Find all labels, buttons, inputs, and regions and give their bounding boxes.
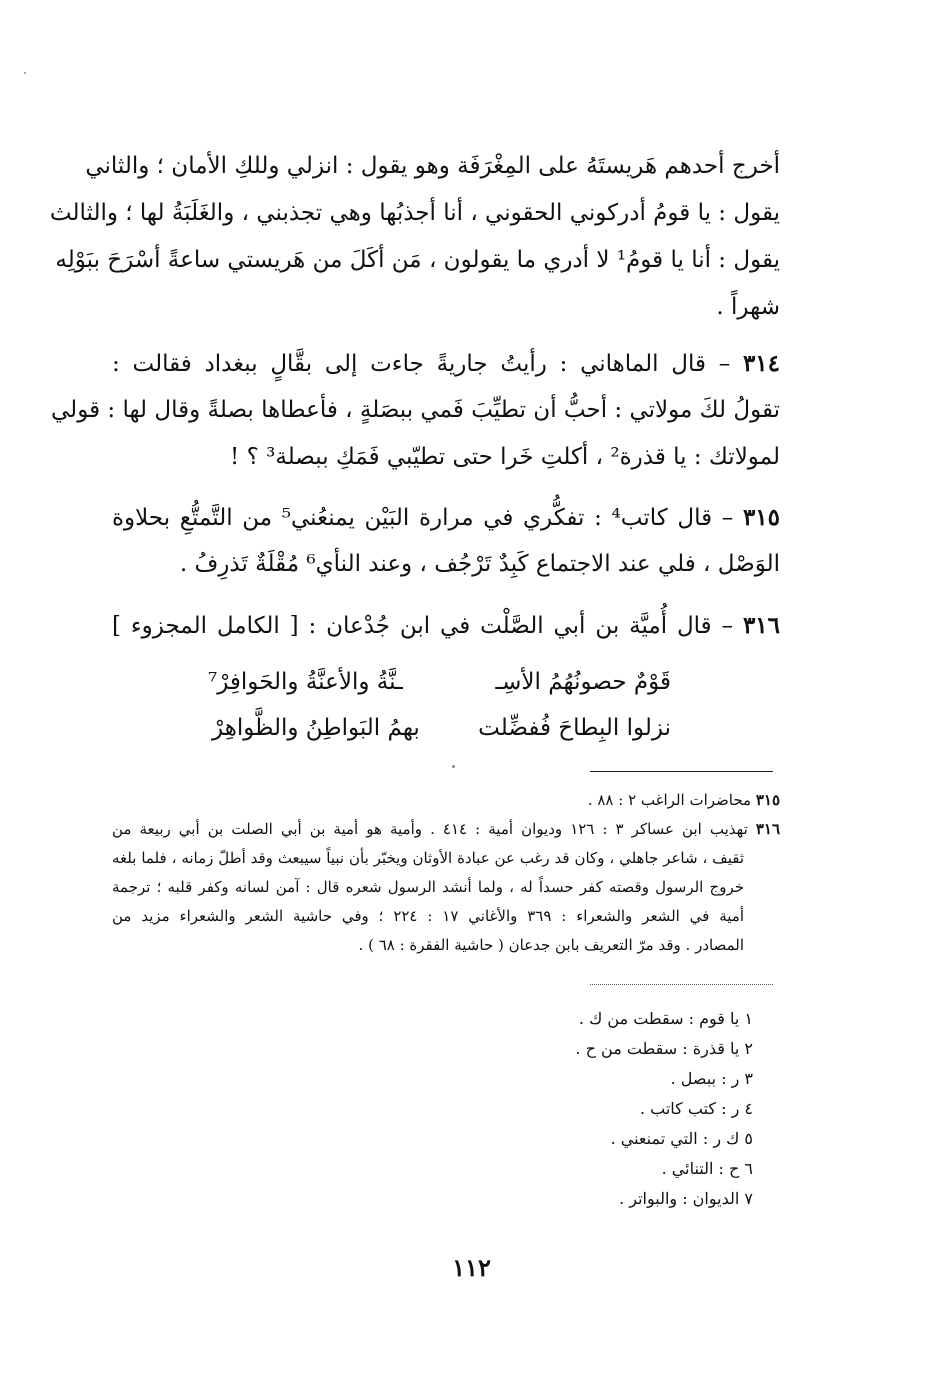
text-line: يقول : أنا يا قومُ¹ لا أدري ما يقولون ، مَن أكَلَ من هَريستي ساعةً أسْرَحَ ببَوْلِه	[55, 247, 780, 273]
source-notes	[112, 786, 780, 960]
text-line: لمولاتك : يا قذرة² ، أكلتِ خَرا حتى تطيّبي فَمَكِ ببصلة³ ؟ !	[230, 444, 780, 470]
paragraph-315	[112, 494, 780, 588]
verse-2-hemistich-2: بهمُ البَواطِنُ والظَّواهِرْ	[212, 715, 420, 741]
text-line: أخرج أحدهم هَريستَهُ على المِغْرَفَة وهو يقول : انزلي وللكِ الأمان ؛ والثاني	[85, 153, 780, 179]
text-span: – قال أُميَّة بن أبي الصَّلْت في ابن جُدْعان : [ الكامل المجزوء ]	[112, 613, 734, 639]
variant-note: ١ يا قوم : سقطت من ك .	[578, 1009, 753, 1028]
paragraph-314	[51, 340, 781, 481]
page-number: ١١٢	[452, 1253, 491, 1282]
note-line: ثقيف ، شاعر جاهلي ، وكان قد رغب عن عبادة الأوثان ويخبّر بأن نبياً سيبعث وقد أطلّ زمانه ، فلما بلغه	[112, 849, 744, 867]
verse-2-hemistich-1: نزلوا البِطاحَ فُفضِّلت	[478, 715, 671, 741]
text-line	[112, 494, 780, 541]
footnote-separator	[590, 771, 773, 772]
paragraph-number: ٣١٦	[742, 612, 780, 639]
verse-1-hemistich-1: قَوْمٌ حصونُهُمُ الأسِـ	[495, 669, 671, 695]
dotted-separator	[590, 984, 773, 985]
note-text: محاضرات الراغب ٢ : ٨٨ .	[587, 791, 752, 809]
text-span: – قال الماهاني : رأيتُ جاريةً جاءت إلى بقَّالٍ ببغداد فقالت :	[112, 351, 731, 377]
text-line: الوَصْل ، فلي عند الاجتماع كَبِدٌ تَرْجُف ، وعند النأي⁶ مُقْلَةٌ تَذرِفُ .	[179, 551, 780, 577]
print-speck	[24, 72, 26, 74]
note-line: أمية في الشعر والشعراء : ٣٦٩ والأغاني ١٧ : ٢٢٤ ؛ وفي حاشية الشعر والشعراء مزيد من	[112, 907, 744, 925]
note-line	[112, 815, 780, 844]
note-line: المصادر . وقد مرّ التعريف بابن جدعان ( حاشية الفقرة : ٦٨ ) .	[358, 936, 744, 954]
text-line	[112, 602, 780, 649]
paragraph-316	[112, 602, 780, 649]
note-text: تهذيب ابن عساكر ٣ : ١٢٦ وديوان أمية : ٤١٤ . وأمية هو أمية بن أبي الصلت بن أبي ربيعة من	[112, 820, 748, 838]
variant-note: ٥ ك ر : التي تمنعني .	[610, 1129, 753, 1148]
variant-note: ٤ ر : كتب كاتب .	[639, 1099, 753, 1118]
text-line: شهراً .	[716, 294, 780, 320]
paragraph-number: ٣١٤	[742, 350, 781, 377]
note-line: خروج الرسول وقصته كفر حسداً له ، ولما أنشد الرسول شعره قال : آمن لسانه وكفر قلبه ؛ ترجمة	[112, 878, 744, 896]
text-line: تقولُ لكَ مولاتي : أحبُّ أن تطيِّبَ فَمي ببصَلةٍ ، فأعطاها بصلةً وقال لها : قولي	[51, 397, 780, 423]
note-line	[112, 786, 780, 815]
text-line: يقول : يا قومُ أدركوني الحقوني ، أنا أجذبُها وهي تجذبني ، والغَلَبَةُ لها ؛ والثالث	[49, 200, 780, 226]
paragraph-number: ٣١٥	[742, 504, 781, 531]
verse-1-hemistich-2: ـنَّةُ والأعنَّةُ والحَوافِرْ⁷	[208, 669, 403, 695]
print-speck	[452, 765, 455, 768]
variant-note: ٣ ر : ببصل .	[670, 1069, 753, 1088]
text-line	[112, 340, 780, 387]
variant-note: ٦ ح : التنائي .	[661, 1159, 753, 1178]
note-label: ٣١٥	[755, 791, 780, 809]
text-span: – قال كاتب⁴ : تفكُّري في مرارة البَيْن يمنعُني⁵ من التَّمتُّعِ بحلاوة	[112, 505, 734, 531]
note-label: ٣١٦	[755, 820, 780, 838]
paragraph-313	[49, 143, 780, 331]
variant-note: ٧ الديوان : والبواتر .	[619, 1189, 753, 1208]
variant-note: ٢ يا قذرة : سقطت من ح .	[575, 1039, 753, 1058]
